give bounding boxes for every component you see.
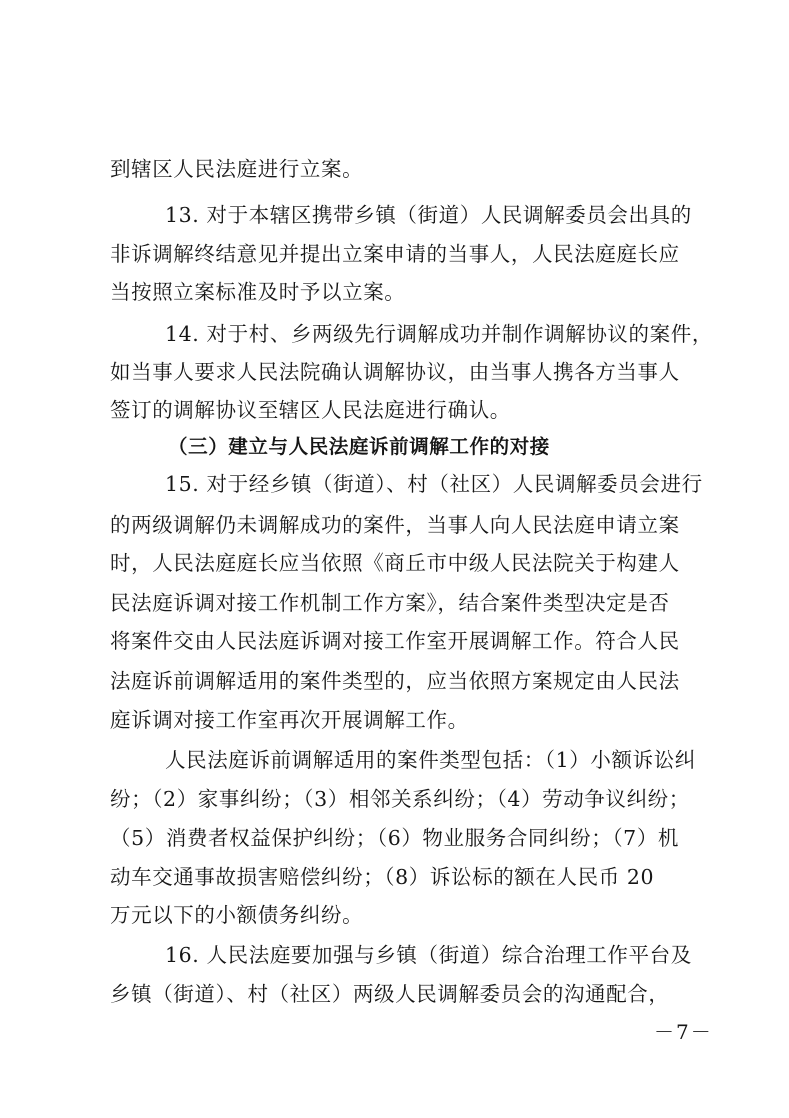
clause-15-line-5: 将案件交由人民法庭诉调对接工作室开展调解工作。符合人民 xyxy=(110,629,680,653)
clause-15-line-4: 民法庭诉调对接工作机制工作方案》，结合案件类型决定是否 xyxy=(110,591,670,615)
case-types-line-5: 万元以下的小额债务纠纷。 xyxy=(110,903,364,927)
clause-14-line-3: 签订的调解协议至辖区人民法庭进行确认。 xyxy=(110,398,511,422)
clause-14-line-2: 如当事人要求人民法院确认调解协议，由当事人携各方当事人 xyxy=(110,360,680,384)
case-types-line-3: （5）消费者权益保护纠纷；（6）物业服务合同纠纷；（7）机 xyxy=(110,826,680,850)
clause-15-line-2: 的两级调解仍未调解成功的案件，当事人向人民法庭申请立案 xyxy=(110,513,680,537)
clause-15-line-7: 庭诉调对接工作室再次开展调解工作。 xyxy=(110,708,469,732)
clause-13-line-2: 非诉调解终结意见并提出立案申请的当事人，人民法庭庭长应 xyxy=(110,242,680,266)
clause-13-line-3: 当按照立案标准及时予以立案。 xyxy=(110,280,406,304)
clause-15-line-3: 时，人民法庭庭长应当依照《商丘市中级人民法院关于构建人 xyxy=(110,551,680,575)
page-number: －7－ xyxy=(654,1020,713,1044)
clause-15-line-1: 15. 对于经乡镇（街道）、村（社区）人民调解委员会进行 xyxy=(165,472,703,496)
case-types-line-2: 纷；（2）家事纠纷；（3）相邻关系纠纷；（4）劳动争议纠纷； xyxy=(110,787,690,811)
case-types-line-1: 人民法庭诉前调解适用的案件类型包括：（1）小额诉讼纠 xyxy=(165,748,696,772)
clause-16-line-2: 乡镇（街道）、村（社区）两级人民调解委员会的沟通配合， xyxy=(110,982,670,1006)
clause-15-line-6: 法庭诉前调解适用的案件类型的，应当依照方案规定由人民法 xyxy=(110,669,680,693)
clause-14-line-1: 14. 对于村、乡两级先行调解成功并制作调解协议的案件， xyxy=(165,322,713,346)
text-line-1: 到辖区人民法庭进行立案。 xyxy=(110,157,364,181)
clause-16-line-1: 16. 人民法庭要加强与乡镇（街道）综合治理工作平台及 xyxy=(165,943,692,967)
clause-13-line-1: 13. 对于本辖区携带乡镇（街道）人民调解委员会出具的 xyxy=(165,203,692,227)
case-types-line-4: 动车交通事故损害赔偿纠纷；（8）诉讼标的额在人民币 20 xyxy=(110,865,655,889)
section-heading: （三）建立与人民法庭诉前调解工作的对接 xyxy=(168,435,550,458)
